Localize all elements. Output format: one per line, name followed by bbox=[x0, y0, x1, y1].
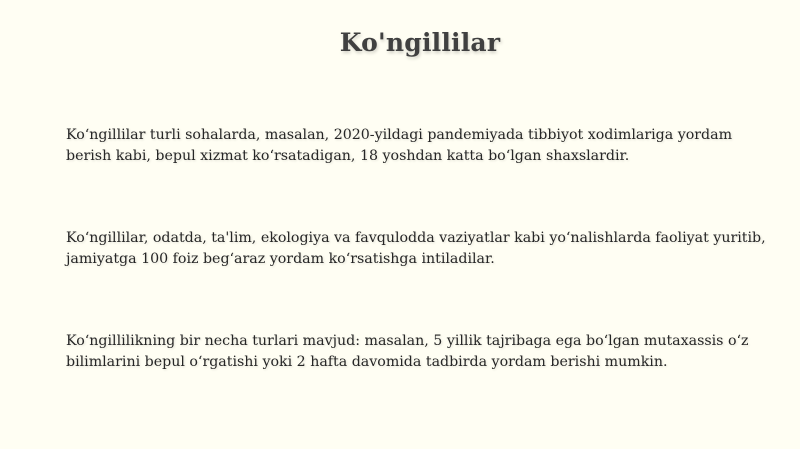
slide-title: Ko'ngillilar bbox=[339, 28, 501, 57]
paragraph-types: Ko‘ngillilikning bir necha turlari mavjud: masalan, 5 yillik tajribaga ega bo‘lgan mutaxassis o‘z bilimlarini bepul o‘rgatishi yoki 2 hafta davomida tadbirda yordam berishi mumkin. bbox=[66, 333, 749, 370]
paragraph-activity-areas: Ko‘ngillilar, odatda, ta'lim, ekologiya va favqulodda vaziyatlar kabi yo‘nalishlarda faoliyat yuritib, jamiyatga 100 foiz beg‘araz yordam ko‘rsatishga intiladilar. bbox=[66, 230, 766, 267]
paragraph-definition: Ko‘ngillilar turli sohalarda, masalan, 2020-yildagi pandemiyada tibbiyot xodimlariga yordam berish kabi, bepul xizmat ko‘rsatadigan, 18 yoshdan katta bo‘lgan shaxslardir. bbox=[66, 127, 733, 164]
